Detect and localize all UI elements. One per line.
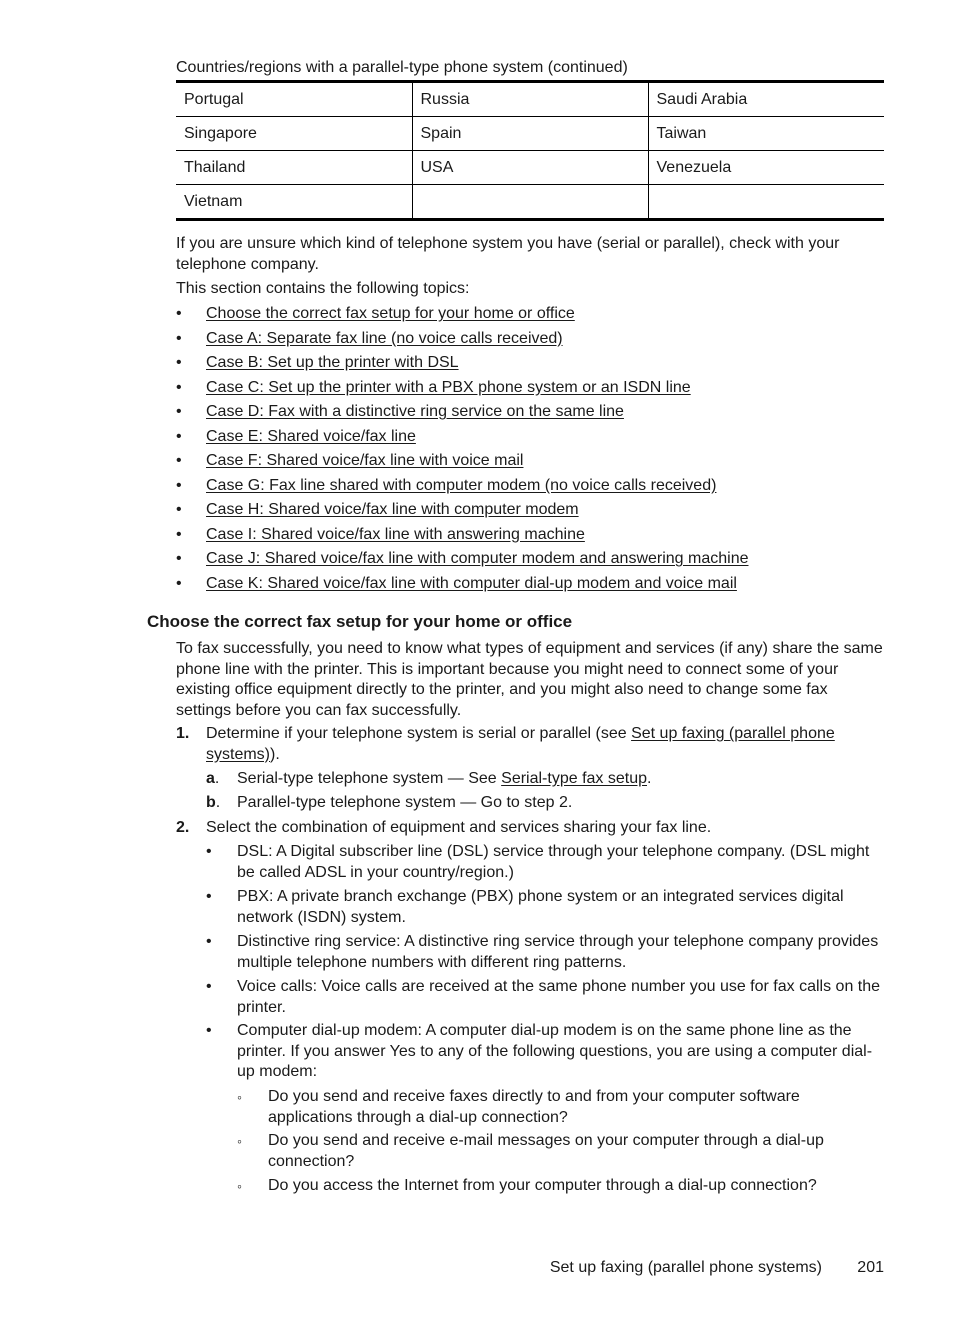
list-item-text: Computer dial-up modem: A computer dial-up modem is on the same phone line as the printer. If you answer Yes to any of the following questions, you are using a computer dial-up modem: [237, 1022, 873, 1080]
step-1b [206, 793, 886, 814]
topic-link[interactable]: Choose the correct fax setup for your home or office [206, 305, 575, 322]
list-item-text: Do you send and receive faxes directly to and from your computer software applications through a dial-up connection? [268, 1088, 800, 1126]
list-item [176, 427, 886, 452]
bullet-icon: • [176, 305, 182, 322]
table-cell: Venezuela [648, 151, 884, 185]
bullet-icon: • [176, 427, 182, 445]
table-cell [412, 185, 648, 220]
list-item [176, 304, 886, 329]
step-number: 2. [176, 819, 190, 836]
bullet-icon: • [206, 888, 212, 905]
topic-link[interactable]: Case H: Shared voice/fax line with computer modem [206, 501, 579, 518]
circle-bullet-icon: ◦ [237, 1178, 242, 1194]
topics-intro: This section contains the following topics: [176, 280, 470, 297]
topic-link[interactable]: Case F: Shared voice/fax line with voice mail [206, 452, 524, 469]
table-cell: Russia [412, 82, 648, 117]
bullet-icon: • [206, 933, 212, 950]
list-item-text: Do you send and receive e-mail messages on your computer through a dial-up connection? [268, 1132, 824, 1170]
step-number: 1. [176, 725, 190, 742]
list-item [206, 842, 886, 883]
table-cell: Spain [412, 117, 648, 151]
table-row [176, 185, 884, 220]
bullet-icon: • [176, 403, 182, 420]
topic-link[interactable]: Case K: Shared voice/fax line with computer dial-up modem and voice mail [206, 574, 737, 592]
table-row [176, 82, 884, 117]
bullet-icon: • [176, 354, 182, 371]
bullet-icon: • [176, 452, 182, 469]
sub-step-tail: . [647, 770, 652, 787]
sub-step-marker: b. [206, 794, 221, 811]
topic-link[interactable]: Case E: Shared voice/fax line [206, 427, 416, 445]
sub-step-marker: a. [206, 770, 220, 787]
list-item [237, 1176, 886, 1197]
list-item [176, 451, 886, 476]
topic-link[interactable]: Case C: Set up the printer with a PBX phone system or an ISDN line [206, 378, 691, 396]
bullet-icon: • [176, 550, 182, 567]
step-text: Select the combination of equipment and services sharing your fax line. [206, 819, 712, 836]
table-cell [648, 185, 884, 220]
step-text-tail: ). [270, 745, 280, 763]
list-item [237, 1087, 886, 1128]
table-cell: Thailand [176, 151, 412, 185]
topic-link[interactable]: Case J: Shared voice/fax line with computer modem and answering machine [206, 550, 749, 567]
countries-table [176, 80, 884, 221]
topic-link[interactable]: Case G: Fax line shared with computer modem (no voice calls received) [206, 476, 717, 494]
table-cell: Singapore [176, 117, 412, 151]
list-item [237, 1131, 886, 1172]
list-item-text: DSL: A Digital subscriber line (DSL) service through your telephone company. (DSL might be called ADSL in your country/region.) [237, 843, 870, 881]
section-heading: Choose the correct fax setup for your home or office [147, 612, 573, 631]
topic-link[interactable]: Case A: Separate fax line (no voice calls received) [206, 329, 563, 347]
serial-setup-link[interactable]: Serial-type fax setup [501, 770, 647, 787]
bullet-icon: • [176, 378, 182, 396]
list-item [206, 977, 886, 1018]
list-item [176, 574, 886, 599]
bullet-icon: • [176, 329, 182, 347]
bullet-icon: • [206, 978, 212, 995]
bullet-icon: • [176, 476, 182, 494]
topics-list [176, 304, 886, 598]
table-caption: Countries/regions with a parallel-type phone system (continued) [176, 59, 628, 76]
table-cell: USA [412, 151, 648, 185]
list-item-text: Distinctive ring service: A distinctive ring service through your telephone company provides multiple telephone numbers with different ring patterns. [237, 933, 879, 971]
list-item-text: Do you access the Internet from your computer through a dial-up connection? [268, 1177, 817, 1194]
sub-step-text [237, 769, 886, 790]
table-row [176, 151, 884, 185]
list-item [176, 329, 886, 354]
list-item [176, 525, 886, 550]
step-text [206, 724, 886, 765]
list-item [176, 476, 886, 501]
footer-title: Set up faxing (parallel phone systems) [549, 1259, 822, 1276]
list-item [176, 549, 886, 574]
bullet-icon: • [206, 1022, 212, 1039]
sub-step-text: Parallel-type telephone system — Go to step 2. [237, 794, 573, 811]
section-paragraph: To fax successfully, you need to know what types of equipment and services (if any) share the same phone line with the printer. This is important because you might need to connect some of your existing office equipment directly to the printer, and you might also need to change some fax settings before you can fax successfully. [176, 640, 883, 719]
bullet-icon: • [176, 525, 182, 543]
table-cell: Taiwan [648, 117, 884, 151]
sub-step-letter: a [206, 770, 215, 787]
step-text-lead: Determine if your telephone system is serial or parallel (see [206, 725, 632, 742]
list-item [206, 887, 886, 928]
list-item [176, 378, 886, 403]
table-cell: Vietnam [184, 192, 243, 210]
step-1 [176, 724, 886, 765]
intro-paragraph: If you are unsure which kind of telephone system you have (serial or parallel), check with your telephone company. [176, 235, 840, 273]
list-item [176, 402, 886, 427]
list-item [176, 353, 886, 378]
parallel-setup-link[interactable]: Set up faxing (parallel phone systems) [206, 725, 835, 763]
bullet-icon: • [176, 574, 182, 592]
circle-bullet-icon: ◦ [237, 1089, 242, 1105]
sub-step-lead: Serial-type telephone system — See [237, 770, 502, 787]
topic-link[interactable]: Case D: Fax with a distinctive ring service on the same line [206, 403, 624, 420]
circle-bullet-icon: ◦ [237, 1133, 242, 1149]
topic-link[interactable]: Case I: Shared voice/fax line with answering machine [206, 525, 585, 543]
topic-link[interactable]: Case B: Set up the printer with DSL [206, 354, 459, 371]
list-item-text: Voice calls: Voice calls are received at the same phone number you use for fax calls on the printer. [237, 978, 881, 1016]
page-number: 201 [857, 1259, 884, 1276]
bullet-icon: • [206, 843, 212, 860]
step-2 [176, 818, 886, 839]
list-item [206, 1021, 886, 1083]
table-cell: Portugal [176, 82, 412, 117]
sub-step-letter: b [206, 794, 216, 811]
bullet-icon: • [176, 501, 182, 518]
step-1a [206, 769, 886, 790]
list-item [176, 500, 886, 525]
list-item-text: PBX: A private branch exchange (PBX) phone system or an integrated services digital network (ISDN) system. [237, 888, 844, 926]
table-cell: Saudi Arabia [648, 82, 884, 117]
table-row [176, 117, 884, 151]
list-item [206, 932, 886, 973]
